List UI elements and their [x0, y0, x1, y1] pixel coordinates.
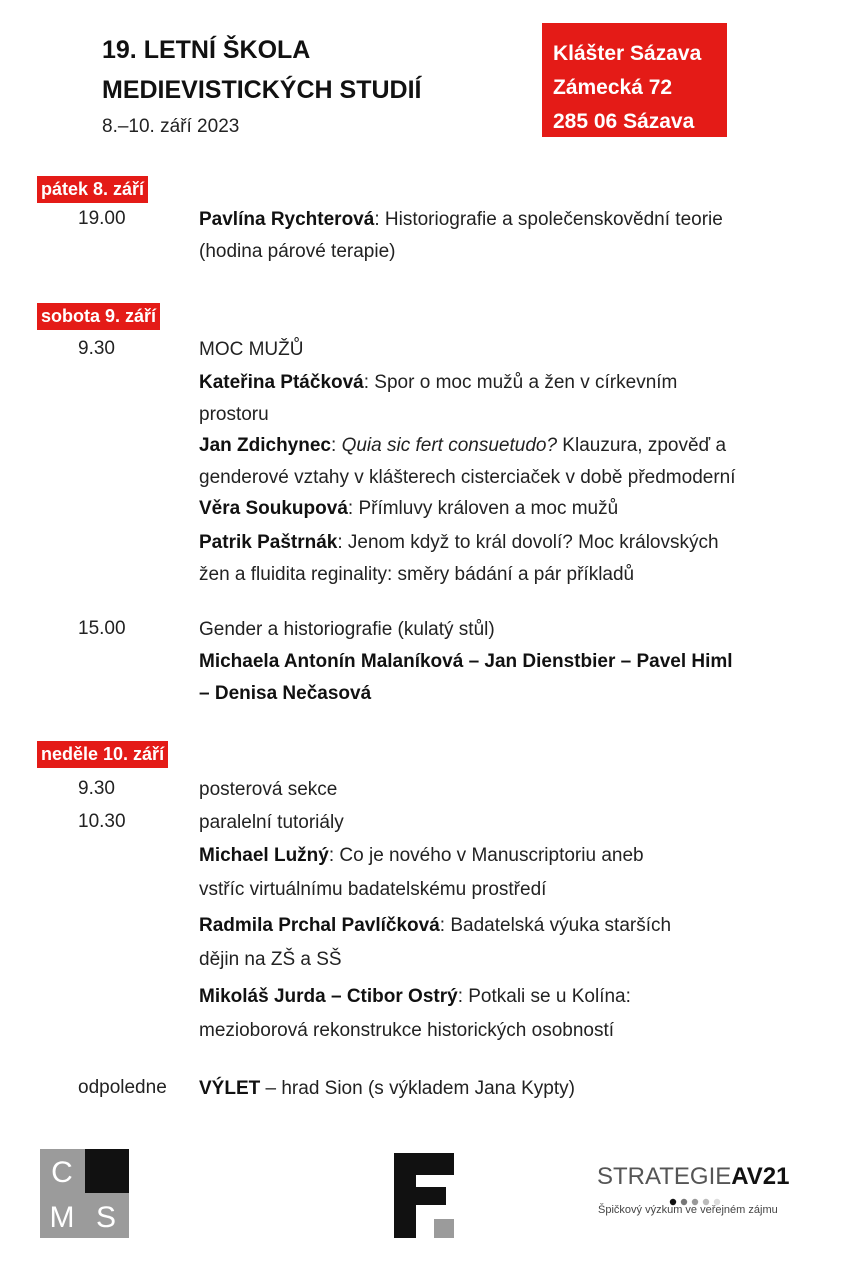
- roundtable-title: Gender a historiografie (kulatý stůl): [199, 619, 495, 640]
- venue-name: Klášter Sázava: [553, 42, 702, 65]
- tutorial-luzny: [199, 840, 834, 906]
- speaker-name: Mikoláš Jurda – Ctibor Ostrý: [199, 986, 458, 1007]
- program-item-roundtable: [199, 614, 834, 710]
- strategie-word: STRATEGIE: [597, 1163, 732, 1190]
- program-item-soukupova: [199, 493, 834, 525]
- flu-logo: [394, 1153, 454, 1238]
- program-item-zdichynec: [199, 430, 834, 494]
- talk-title: : Přímluvy královen a moc mužů: [347, 498, 619, 519]
- cms-letter-s: S: [95, 1201, 117, 1234]
- speaker-name: Michael Lužný: [199, 845, 329, 866]
- strategie-tagline: Špičkový výzkum ve veřejném zájmu: [598, 1204, 778, 1216]
- talk-title-cont: dějin na ZŠ a SŠ: [199, 949, 342, 970]
- talk-title-cont: žen a fluidita reginality: směry bádání a pár příkladů: [199, 564, 635, 585]
- speaker-name: Kateřina Ptáčková: [199, 372, 364, 393]
- talk-title: : Badatelská výuka starších: [439, 915, 672, 936]
- time-sunday-0930: 9.30: [78, 778, 115, 799]
- time-sunday-1030: 10.30: [78, 811, 126, 832]
- day-label-saturday: sobota 9. září: [37, 303, 160, 330]
- program-item-ptackova: [199, 367, 834, 431]
- program-item-pastrnak: [199, 527, 834, 591]
- talk-title: : Jenom když to král dovolí? Moc královských: [337, 532, 719, 553]
- talk-title-cont: vstříc virtuálnímu badatelskému prostředí: [199, 879, 547, 900]
- tutorial-pavlickova: [199, 910, 834, 976]
- talk-title: : Co je nového v Manuscriptoriu aneb: [328, 845, 644, 866]
- talk-title: Klauzura, zpověď a: [557, 435, 727, 456]
- talk-title-cont: prostoru: [199, 404, 269, 425]
- venue-address-box: [542, 23, 727, 137]
- day-label-friday: pátek 8. září: [37, 176, 148, 203]
- speaker-name: Radmila Prchal Pavlíčková: [199, 915, 440, 936]
- program-item-trip: [199, 1073, 834, 1105]
- time-saturday-0930: 9.30: [78, 338, 115, 359]
- program-item-poster: posterová sekce: [199, 779, 338, 800]
- strategie-av21-logo: [597, 1163, 812, 1223]
- time-friday-1900: 19.00: [78, 208, 126, 229]
- time-sunday-afternoon: odpoledne: [78, 1077, 167, 1098]
- cms-letter-c: C: [51, 1156, 73, 1189]
- program-item-friday: [199, 204, 834, 268]
- event-title-line2: MEDIEVISTICKÝCH STUDIÍ: [102, 76, 422, 104]
- talk-title-italic: Quia sic fert consuetudo?: [341, 435, 558, 456]
- talk-title: : Historiografie a společenskovědní teorie: [374, 209, 723, 230]
- roundtable-participants-cont: – Denisa Nečasová: [199, 683, 372, 704]
- av21-word: AV21: [731, 1163, 790, 1190]
- venue-street: Zámecká 72: [553, 76, 673, 99]
- speaker-name: Patrik Paštrnák: [199, 532, 338, 553]
- talk-title: : Spor o moc mužů a žen v církevním: [363, 372, 678, 393]
- roundtable-participants: Michaela Antonín Malaníková – Jan Dienstbier – Pavel Himl: [199, 651, 733, 672]
- tutorial-jurda-ostry: [199, 981, 834, 1047]
- talk-title: : Potkali se u Kolína:: [457, 986, 631, 1007]
- talk-title-cont: mezioborová rekonstrukce historických osobností: [199, 1020, 615, 1041]
- event-dates: 8.–10. září 2023: [102, 116, 240, 137]
- event-title-line1: 19. LETNÍ ŠKOLA: [102, 36, 311, 64]
- talk-title-cont: genderové vztahy v klášterech cisterciaček v době předmoderní: [199, 467, 736, 488]
- program-item-tutorials: paralelní tutoriály: [199, 812, 344, 833]
- cms-letter-m: M: [49, 1201, 75, 1234]
- trip-description: – hrad Sion (s výkladem Jana Kypty): [260, 1078, 575, 1099]
- day-label-sunday: neděle 10. září: [37, 741, 168, 768]
- venue-city: 285 06 Sázava: [553, 110, 695, 133]
- time-saturday-1500: 15.00: [78, 618, 126, 639]
- speaker-name: Věra Soukupová: [199, 498, 348, 519]
- section-heading-moc-muzu: MOC MUŽŮ: [199, 339, 304, 360]
- separator: :: [331, 435, 342, 456]
- event-title: [102, 30, 421, 110]
- trip-label: VÝLET: [199, 1078, 261, 1099]
- cms-logo: [40, 1149, 129, 1238]
- talk-subtitle: (hodina párové terapie): [199, 241, 396, 262]
- speaker-name: Jan Zdichynec: [199, 435, 331, 456]
- speaker-name: Pavlína Rychterová: [199, 209, 375, 230]
